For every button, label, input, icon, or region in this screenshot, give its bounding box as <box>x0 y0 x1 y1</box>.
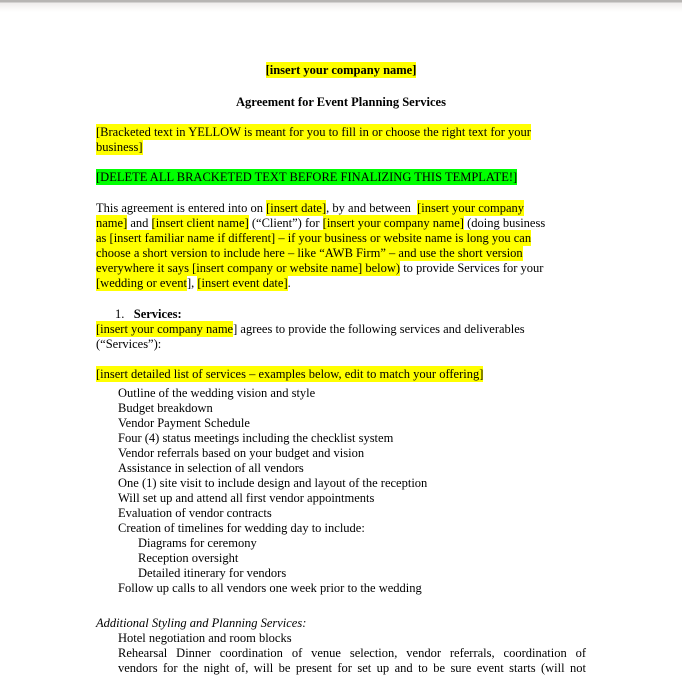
text-line <box>118 631 586 646</box>
text-segment: (“Client”) for <box>248 216 323 230</box>
text-line <box>96 367 586 382</box>
highlighted-placeholder-segment: name] <box>96 216 128 230</box>
services-numbered-heading <box>96 307 586 322</box>
additional-services-heading <box>96 616 586 631</box>
services-list-continued <box>96 581 586 596</box>
text-segment: Rehearsal Dinner coordination of venue selection, vendor referrals, coordination of <box>118 646 586 660</box>
services-note <box>96 367 586 382</box>
text-line <box>118 386 586 401</box>
company-name-title <box>96 63 586 78</box>
text-segment: (“Services”): <box>96 337 162 351</box>
text-line <box>96 616 586 631</box>
text-segment: . <box>287 276 291 290</box>
highlighted-placeholder-segment: choose a short version to include here – like “AWB Firm” – and use the short version <box>96 246 523 260</box>
highlighted-placeholder-segment: [wedding or event <box>96 276 187 290</box>
text-line <box>96 337 586 352</box>
text-segment: Diagrams for ceremony <box>138 536 257 550</box>
text-line <box>96 63 586 78</box>
text-line <box>138 536 586 551</box>
highlighted-placeholder-segment: [insert event date] <box>197 276 288 290</box>
text-line <box>118 581 586 596</box>
highlighted-placeholder-segment: [insert your company name] <box>322 216 464 230</box>
text-line <box>118 476 586 491</box>
document-body <box>96 63 586 676</box>
highlighted-placeholder-segment: [insert detailed list of services – examples below, edit to match your offering] <box>96 367 484 381</box>
text-line <box>138 551 586 566</box>
text-line <box>96 276 586 291</box>
agreement-title <box>96 95 586 110</box>
highlighted-placeholder-segment: [insert date] <box>266 201 327 215</box>
text-segment: (doing business <box>463 216 546 230</box>
text-segment: Will set up and attend all first vendor appointments <box>118 491 375 505</box>
text-line <box>118 461 586 476</box>
text-line <box>96 231 586 246</box>
text-segment: Four (4) status meetings including the checklist system <box>118 431 394 445</box>
text-line <box>118 446 586 461</box>
services-list <box>96 386 586 536</box>
text-line <box>115 307 586 322</box>
text-segment: Assistance in selection of all vendors <box>118 461 304 475</box>
highlighted-placeholder-segment: [insert your company name] <box>265 63 417 77</box>
highlighted-placeholder-segment: [insert your company name <box>96 322 234 336</box>
text-line <box>96 322 586 337</box>
text-segment: Services: <box>133 307 182 321</box>
highlighted-placeholder-segment: [insert client name] <box>151 216 249 230</box>
green-instruction-paragraph <box>96 170 586 185</box>
text-segment: This agreement is entered into on <box>96 201 267 215</box>
text-segment: Reception oversight <box>138 551 239 565</box>
text-segment: to provide Services for your <box>400 261 544 275</box>
text-segment: ], <box>186 276 198 290</box>
text-segment: Vendor referrals based on your budget and vision <box>118 446 365 460</box>
text-line <box>118 416 586 431</box>
highlighted-placeholder-segment: [DELETE ALL BRACKETED TEXT BEFORE FINALIZING THIS TEMPLATE!] <box>96 170 518 184</box>
text-segment: Creation of timelines for wedding day to include: <box>118 521 365 535</box>
highlighted-placeholder-segment: [insert your company <box>417 201 525 215</box>
text-segment: Budget breakdown <box>118 401 213 415</box>
highlighted-placeholder-segment: everywhere it says [insert company or website name] below) <box>96 261 401 275</box>
text-segment: and <box>127 216 152 230</box>
text-segment: 1. <box>115 307 134 321</box>
services-sub-list <box>96 536 586 581</box>
text-line <box>96 140 586 155</box>
highlighted-placeholder-segment: [Bracketed text in YELLOW is meant for you to fill in or choose the right text for your <box>96 125 531 139</box>
text-line <box>118 431 586 446</box>
text-segment: Follow up calls to all vendors one week prior to the wedding <box>118 581 422 595</box>
text-line <box>118 491 586 506</box>
text-line <box>96 125 586 140</box>
text-line <box>96 170 586 185</box>
text-segment: Outline of the wedding vision and style <box>118 386 316 400</box>
text-segment: ] agrees to provide the following services and deliverables <box>233 322 525 336</box>
text-line <box>96 216 586 231</box>
text-segment: Hotel negotiation and room blocks <box>118 631 292 645</box>
text-segment: vendors for the night of, will be present for set up and to be sure event starts (will not <box>118 661 586 675</box>
text-line <box>118 646 586 661</box>
text-line <box>118 506 586 521</box>
text-segment: Detailed itinerary for vendors <box>138 566 287 580</box>
text-line <box>96 261 586 276</box>
yellow-instruction-paragraph <box>96 125 586 155</box>
text-line <box>96 95 586 110</box>
highlighted-placeholder-segment: as [insert familiar name if different] – if your business or website name is long you can <box>96 231 532 245</box>
page-top-edge <box>0 0 682 12</box>
text-segment: One (1) site visit to include design and layout of the reception <box>118 476 428 490</box>
text-segment: Evaluation of vendor contracts <box>118 506 272 520</box>
text-segment: Agreement for Event Planning Services <box>236 95 446 109</box>
text-line <box>118 521 586 536</box>
text-line <box>96 246 586 261</box>
rehearsal-dinner-paragraph <box>96 646 586 676</box>
text-segment: , by and between <box>326 201 418 215</box>
additional-services-list <box>96 631 586 646</box>
text-line <box>118 401 586 416</box>
highlighted-placeholder-segment: business] <box>96 140 143 154</box>
text-segment: Vendor Payment Schedule <box>118 416 250 430</box>
text-line <box>118 661 586 676</box>
text-segment: Additional Styling and Planning Services: <box>96 616 307 630</box>
intro-paragraph <box>96 201 586 291</box>
services-intro-paragraph <box>96 322 586 352</box>
text-line <box>96 201 586 216</box>
text-line <box>138 566 586 581</box>
